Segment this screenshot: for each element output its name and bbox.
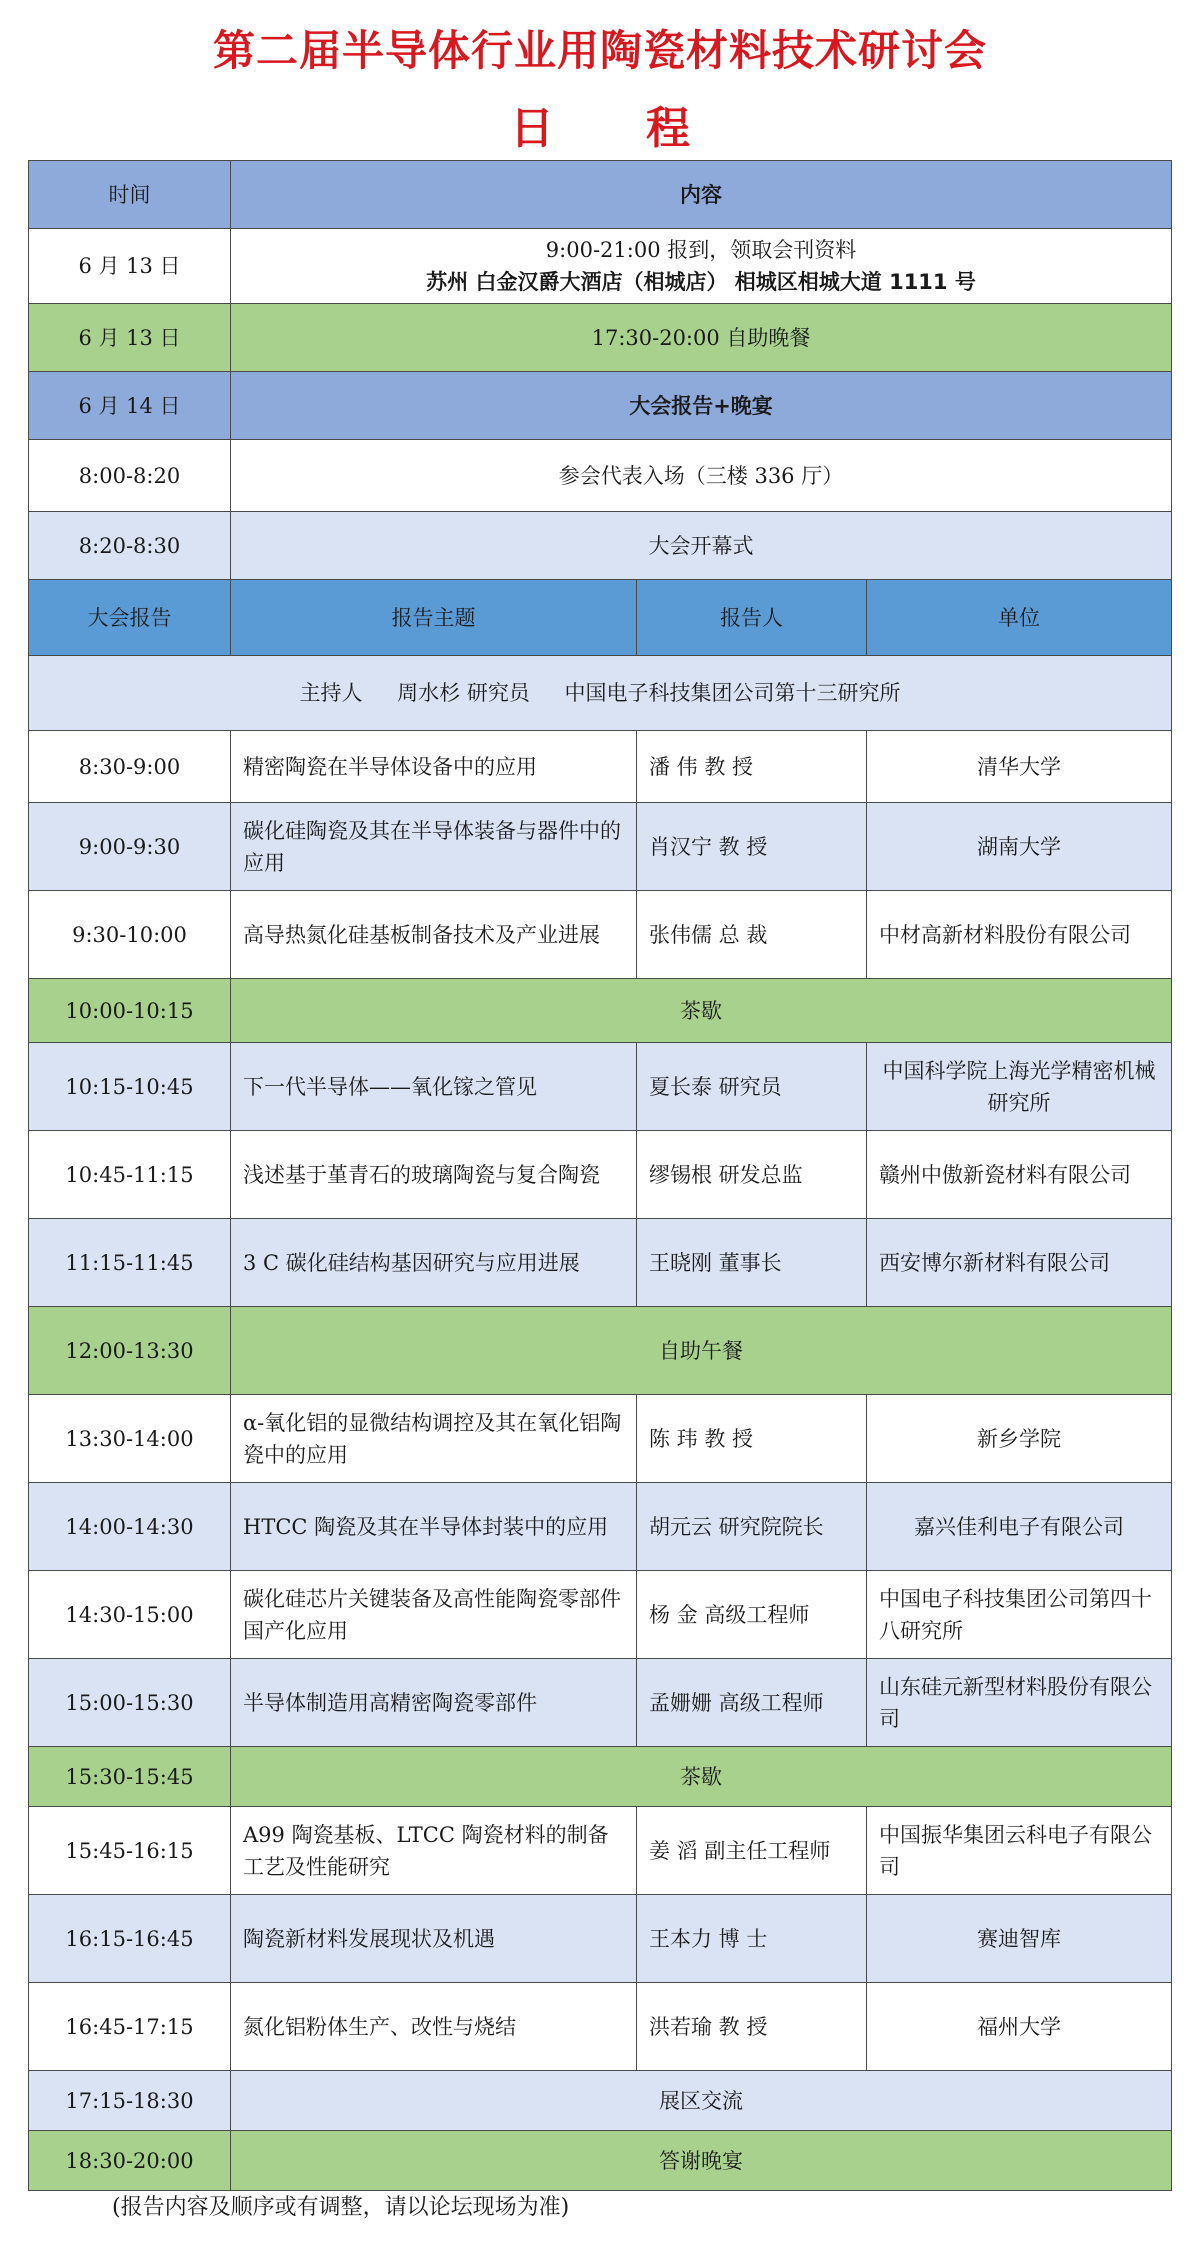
talk-speaker: 孟姗姗 高级工程师 xyxy=(637,1659,867,1747)
gala-time: 18:30-20:00 xyxy=(29,2131,231,2191)
talk-row xyxy=(29,803,1172,891)
break-row xyxy=(29,979,1172,1043)
talk-speaker: 胡元云 研究院院长 xyxy=(637,1483,867,1571)
talk-row xyxy=(29,1131,1172,1219)
talk-topic: 浅述基于堇青石的玻璃陶瓷与复合陶瓷 xyxy=(231,1131,637,1219)
talk-row xyxy=(29,1043,1172,1131)
talk-time: 16:15-16:45 xyxy=(29,1895,231,1983)
talk-org: 西安博尔新材料有限公司 xyxy=(867,1219,1172,1307)
dinner-date: 6 月 13 日 xyxy=(29,304,231,372)
talk-org: 山东硅元新型材料股份有限公司 xyxy=(867,1659,1172,1747)
talk-speaker: 潘 伟 教 授 xyxy=(637,731,867,803)
colhead-org: 单位 xyxy=(867,580,1172,656)
talk-org: 福州大学 xyxy=(867,1983,1172,2071)
talk-topic: 精密陶瓷在半导体设备中的应用 xyxy=(231,731,637,803)
talk-speaker: 王晓刚 董事长 xyxy=(637,1219,867,1307)
talk-time: 11:15-11:45 xyxy=(29,1219,231,1307)
talk-time: 10:45-11:15 xyxy=(29,1131,231,1219)
talk-row xyxy=(29,1395,1172,1483)
talk-topic: A99 陶瓷基板、LTCC 陶瓷材料的制备工艺及性能研究 xyxy=(231,1807,637,1895)
talk-topic: 陶瓷新材料发展现状及机遇 xyxy=(231,1895,637,1983)
lunch-text: 自助午餐 xyxy=(231,1307,1172,1395)
host-label: 主持人 xyxy=(299,681,363,705)
talk-speaker: 洪若瑜 教 授 xyxy=(637,1983,867,2071)
talk-org: 中国科学院上海光学精密机械研究所 xyxy=(867,1043,1172,1131)
entry-time: 8:00-8:20 xyxy=(29,440,231,512)
talk-time: 9:00-9:30 xyxy=(29,803,231,891)
opening-time: 8:20-8:30 xyxy=(29,512,231,580)
host-org: 中国电子科技集团公司第十三研究所 xyxy=(564,681,901,705)
talk-speaker: 肖汉宁 教 授 xyxy=(637,803,867,891)
footnote: (报告内容及顺序或有调整，请以论坛现场为准) xyxy=(112,2195,570,2220)
talk-org: 中国振华集团云科电子有限公司 xyxy=(867,1807,1172,1895)
talk-org: 清华大学 xyxy=(867,731,1172,803)
table-header-row xyxy=(29,161,1172,229)
gala-row xyxy=(29,2131,1172,2191)
talk-row xyxy=(29,1807,1172,1895)
lunch-row xyxy=(29,1307,1172,1395)
talk-row xyxy=(29,1571,1172,1659)
expo-row xyxy=(29,2071,1172,2131)
opening-row xyxy=(29,512,1172,580)
dinner-text: 17:30-20:00 自助晚餐 xyxy=(231,304,1172,372)
talk-org: 中国电子科技集团公司第四十八研究所 xyxy=(867,1571,1172,1659)
host-name: 周水杉 研究员 xyxy=(397,681,530,705)
talk-topic: 高导热氮化硅基板制备技术及产业进展 xyxy=(231,891,637,979)
gala-text: 答谢晚宴 xyxy=(231,2131,1172,2191)
expo-time: 17:15-18:30 xyxy=(29,2071,231,2131)
talk-speaker: 姜 滔 副主任工程师 xyxy=(637,1807,867,1895)
talk-time: 13:30-14:00 xyxy=(29,1395,231,1483)
expo-text: 展区交流 xyxy=(231,2071,1172,2131)
subtitle-char-1: 日 xyxy=(510,103,554,154)
talk-org: 赛迪智库 xyxy=(867,1895,1172,1983)
break-time: 15:30-15:45 xyxy=(29,1747,231,1807)
talk-org: 湖南大学 xyxy=(867,803,1172,891)
talk-org: 中材高新材料股份有限公司 xyxy=(867,891,1172,979)
talk-time: 10:15-10:45 xyxy=(29,1043,231,1131)
talk-topic: 碳化硅芯片关键装备及高性能陶瓷零部件国产化应用 xyxy=(231,1571,637,1659)
registration-time: 9:00-21:00 报到，领取会刊资料 xyxy=(545,238,857,262)
talk-speaker: 张伟儒 总 裁 xyxy=(637,891,867,979)
column-header-row xyxy=(29,580,1172,656)
header-content: 内容 xyxy=(231,161,1172,229)
talk-speaker: 杨 金 高级工程师 xyxy=(637,1571,867,1659)
talk-time: 14:30-15:00 xyxy=(29,1571,231,1659)
break-row xyxy=(29,1747,1172,1807)
talk-topic: 碳化硅陶瓷及其在半导体装备与器件中的应用 xyxy=(231,803,637,891)
break-time: 10:00-10:15 xyxy=(29,979,231,1043)
talk-time: 9:30-10:00 xyxy=(29,891,231,979)
talk-row xyxy=(29,891,1172,979)
dinner-row xyxy=(29,304,1172,372)
host-info xyxy=(29,656,1172,731)
day2-text: 大会报告+晚宴 xyxy=(231,372,1172,440)
talk-row xyxy=(29,1219,1172,1307)
registration-venue: 苏州 白金汉爵大酒店（相城店） 相城区相城大道 1111 号 xyxy=(426,270,976,294)
talk-topic: 氮化铝粉体生产、改性与烧结 xyxy=(231,1983,637,2071)
talk-org: 嘉兴佳利电子有限公司 xyxy=(867,1483,1172,1571)
registration-row xyxy=(29,229,1172,304)
talk-time: 16:45-17:15 xyxy=(29,1983,231,2071)
registration-info xyxy=(231,229,1172,304)
colhead-speaker: 报告人 xyxy=(637,580,867,656)
talk-row xyxy=(29,1483,1172,1571)
talk-topic: 下一代半导体——氧化镓之管见 xyxy=(231,1043,637,1131)
talk-topic: α-氧化铝的显微结构调控及其在氧化铝陶瓷中的应用 xyxy=(231,1395,637,1483)
break-text: 茶歇 xyxy=(231,979,1172,1043)
talk-speaker: 缪锡根 研发总监 xyxy=(637,1131,867,1219)
talk-row xyxy=(29,1659,1172,1747)
talk-row xyxy=(29,1983,1172,2071)
entry-text: 参会代表入场（三楼 336 厅） xyxy=(231,440,1172,512)
talk-speaker: 陈 玮 教 授 xyxy=(637,1395,867,1483)
talk-org: 新乡学院 xyxy=(867,1395,1172,1483)
entry-row xyxy=(29,440,1172,512)
registration-date: 6 月 13 日 xyxy=(29,229,231,304)
colhead-topic: 报告主题 xyxy=(231,580,637,656)
talk-speaker: 王本力 博 士 xyxy=(637,1895,867,1983)
colhead-session: 大会报告 xyxy=(29,580,231,656)
page-subtitle xyxy=(0,92,1200,156)
subtitle-char-2: 程 xyxy=(646,103,690,154)
talk-topic: 3 C 碳化硅结构基因研究与应用进展 xyxy=(231,1219,637,1307)
day2-row xyxy=(29,372,1172,440)
page-title: 第二届半导体行业用陶瓷材料技术研讨会 xyxy=(212,26,987,75)
talk-time: 8:30-9:00 xyxy=(29,731,231,803)
schedule-table xyxy=(28,160,1172,2191)
talk-time: 14:00-14:30 xyxy=(29,1483,231,1571)
header-time: 时间 xyxy=(29,161,231,229)
talk-topic: HTCC 陶瓷及其在半导体封装中的应用 xyxy=(231,1483,637,1571)
talk-time: 15:00-15:30 xyxy=(29,1659,231,1747)
talk-topic: 半导体制造用高精密陶瓷零部件 xyxy=(231,1659,637,1747)
talk-speaker: 夏长泰 研究员 xyxy=(637,1043,867,1131)
host-row xyxy=(29,656,1172,731)
day2-date: 6 月 14 日 xyxy=(29,372,231,440)
talk-time: 15:45-16:15 xyxy=(29,1807,231,1895)
talk-org: 赣州中傲新瓷材料有限公司 xyxy=(867,1131,1172,1219)
opening-text: 大会开幕式 xyxy=(231,512,1172,580)
lunch-time: 12:00-13:30 xyxy=(29,1307,231,1395)
talk-row xyxy=(29,731,1172,803)
break-text: 茶歇 xyxy=(231,1747,1172,1807)
talk-row xyxy=(29,1895,1172,1983)
